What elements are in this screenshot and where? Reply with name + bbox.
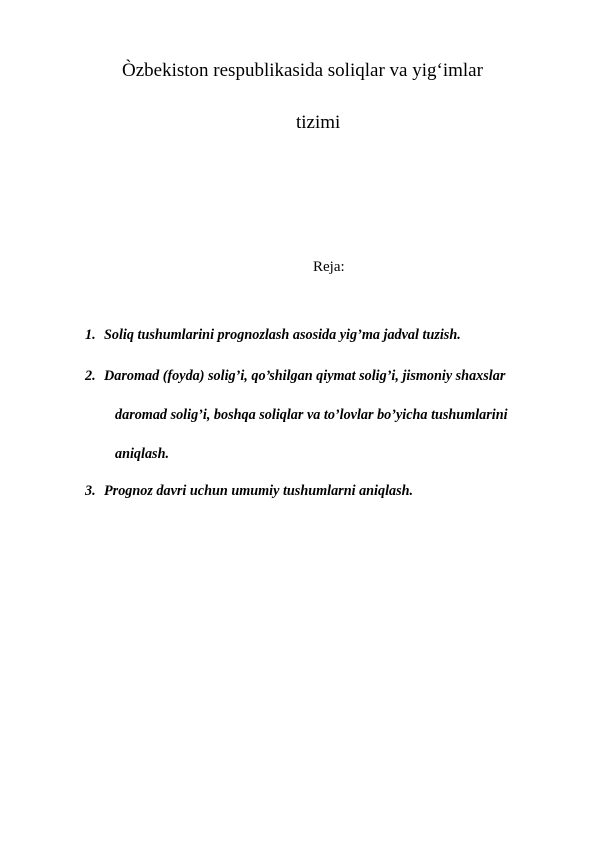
plan-item-1-line-1: Soliq tushumlarini prognozlash asosida yig’ma jadval tuzish.	[104, 327, 461, 343]
plan-heading: Reja:	[313, 259, 345, 275]
plan-item-2-line-3: aniqlash.	[115, 446, 170, 462]
plan-item-2-line-1: Daromad (foyda) solig’i, qo’shilgan qiymat solig’i, jismoniy shaxslar	[104, 368, 506, 384]
plan-item-number: 3.	[85, 483, 96, 499]
plan-item-number: 1.	[85, 327, 96, 343]
plan-item-number: 2.	[85, 368, 96, 384]
document-title-line-2: tizimi	[296, 112, 341, 133]
plan-item-2-line-2: daromad solig’i, boshqa soliqlar va to’lovlar bo’yicha tushumlarini	[115, 407, 508, 423]
document-title-line-1: Òzbekiston respublikasida soliqlar va yig‘imlar	[122, 60, 483, 81]
plan-item-3-line-1: Prognoz davri uchun umumiy tushumlarni aniqlash.	[104, 483, 414, 499]
